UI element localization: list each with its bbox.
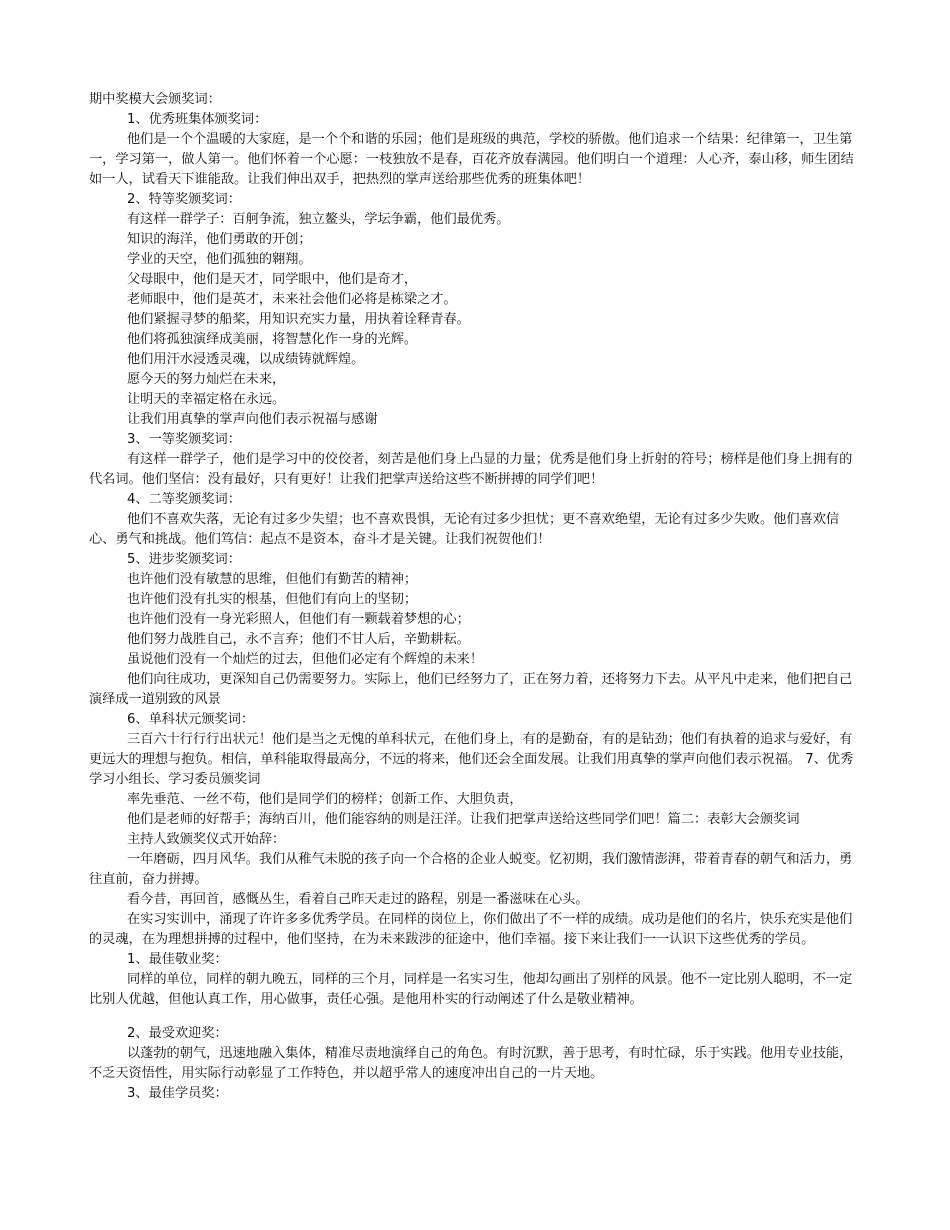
paragraph: 以蓬勃的朝气，迅速地融入集体，精准尽责地演绎自己的角色。有时沉默，善于思考，有时忙碌，乐于实践。他用专业技能，不乏天资悟性，用实际行动彰显了工作特色，并以超乎常人的速度冲出自己的一片天地。 — [89, 1046, 853, 1081]
verse-line: 虽说他们没有一个灿烂的过去，但他们必定有个辉煌的未来！ — [127, 652, 484, 667]
section-heading: 4、二等奖颁奖词： — [127, 492, 241, 507]
document-title: 期中奖模大会颁奖词： — [89, 92, 221, 107]
verse-line: 也许他们没有一身光彩照人，但他们有一颗载着梦想的心； — [127, 612, 470, 627]
section-heading: 1、优秀班集体颁奖词： — [127, 112, 268, 127]
verse-line: 知识的海洋，他们勇敢的开创； — [127, 232, 312, 247]
paragraph: 一年磨砺，四月风华。我们从稚气未脱的孩子向一个合格的企业人蜕变。忆初期，我们激情澎湃，带着青春的朝气和活力，勇往直前，奋力拼搏。 — [89, 852, 853, 887]
blank-line — [89, 1010, 864, 1024]
paragraph: 他们向往成功，更深知自己仍需要努力。实际上，他们已经努力了，正在努力着，还将努力下去。从平凡中走来，他们把自己演绎成一道别致的风景 — [89, 672, 853, 707]
paragraph: 有这样一群学子，他们是学习中的佼佼者，刻苦是他们身上凸显的力量；优秀是他们身上折射的符号；榜样是他们身上拥有的代名词。他们坚信：没有最好，只有更好！让我们把掌声送给这些不断拼搏的同学们吧！ — [89, 452, 853, 487]
paragraph: 主持人致颁奖仪式开始辞： — [127, 832, 286, 847]
section-heading: 1、最佳敬业奖： — [127, 952, 228, 967]
verse-line: 他们努力战胜自己，永不言弃；他们不甘人后，辛勤耕耘。 — [127, 632, 470, 647]
paragraph: 他们是老师的好帮手；海纳百川，他们能容纳的则是汪洋。让我们把掌声送给这些同学们吧！篇二：表彰大会颁奖词 — [127, 812, 800, 827]
verse-line: 老师眼中，他们是英才，未来社会他们必将是栋梁之才。 — [127, 292, 457, 307]
section-heading: 3、最佳学员奖： — [127, 1086, 228, 1101]
verse-line: 学业的天空，他们孤独的翱翔。 — [127, 252, 312, 267]
verse-line: 也许他们没有敏慧的思维，但他们有勤苦的精神； — [127, 572, 418, 587]
verse-line: 也许他们没有扎实的根基，但他们有向上的坚韧； — [127, 592, 418, 607]
paragraph: 在实习实训中，涌现了许许多多优秀学员。在同样的岗位上，你们做出了不一样的成绩。成功是他们的名片，快乐充实是他们的灵魂，在为理想拼搏的过程中，他们坚持，在为未来跋涉的征途中，他们幸福。接下来让我们一一认识下这些优秀的学员。 — [89, 912, 853, 947]
verse-line: 愿今天的努力灿烂在未来， — [127, 372, 286, 387]
verse-line: 父母眼中，他们是天才，同学眼中，他们是奇才， — [127, 272, 418, 287]
verse-line: 让明天的幸福定格在永远。 — [127, 392, 286, 407]
verse-line: 让我们用真挚的掌声向他们表示祝福与感谢 — [127, 412, 378, 427]
paragraph: 同样的单位，同样的朝九晚五，同样的三个月，同样是一名实习生，他却勾画出了别样的风景。他不一定比别人聪明，不一定比别人优越，但他认真工作，用心做事，责任心强。是他用朴实的行动阐述了什么是敬业精神。 — [89, 972, 853, 1007]
paragraph: 看今昔，再回首，感慨丛生，看着自己昨天走过的路程，别是一番滋味在心头。 — [127, 892, 589, 907]
verse-line: 他们将孤独演绎成美丽，将智慧化作一身的光辉。 — [127, 332, 418, 347]
section-heading: 2、最受欢迎奖： — [127, 1026, 228, 1041]
verse-line: 他们紧握寻梦的船桨，用知识充实力量，用执着诠释青春。 — [127, 312, 470, 327]
section-heading: 5、进步奖颁奖词： — [127, 552, 241, 567]
section-heading: 6、单科状元颁奖词： — [127, 712, 255, 727]
paragraph: 率先垂范、一丝不苟，他们是同学们的榜样；创新工作、大胆负责， — [127, 792, 523, 807]
section-heading: 2、特等奖颁奖词： — [127, 192, 241, 207]
document-page — [89, 90, 864, 1104]
paragraph: 三百六十行行行出状元！他们是当之无愧的单科状元，在他们身上，有的是勤奋，有的是钻劲；他们有执着的追求与爱好，有更远大的理想与抱负。相信，单科能取得最高分，不远的将来，他们还会全面发展。让我们用真挚的掌声向他们表示祝福。 7、优秀学习小组长、学习委员颁奖词 — [89, 732, 854, 787]
verse-line: 他们用汗水浸透灵魂，以成绩铸就辉煌。 — [127, 352, 365, 367]
paragraph: 他们是一个个温暖的大家庭，是一个个和谐的乐园；他们是班级的典范，学校的骄傲。他们追求一个结果：纪律第一，卫生第一，学习第一，做人第一。他们怀着一个心愿：一枝独放不是春，百花齐放春满园。他们明白一个道理：人心齐，泰山移，师生团结如一人，试看天下谁能敌。让我们伸出双手，把热烈的掌声送给那些优秀的班集体吧！ — [89, 132, 854, 187]
verse-line: 有这样一群学子：百舸争流，独立鳌头，学坛争霸，他们最优秀。 — [127, 212, 510, 227]
section-heading: 3、一等奖颁奖词： — [127, 432, 241, 447]
paragraph: 他们不喜欢失落，无论有过多少失望；也不喜欢畏惧，无论有过多少担忧；更不喜欢绝望，无论有过多少失败。他们喜欢信心、勇气和挑战。他们笃信：起点不是资本，奋斗才是关键。让我们祝贺他们！ — [89, 512, 840, 547]
